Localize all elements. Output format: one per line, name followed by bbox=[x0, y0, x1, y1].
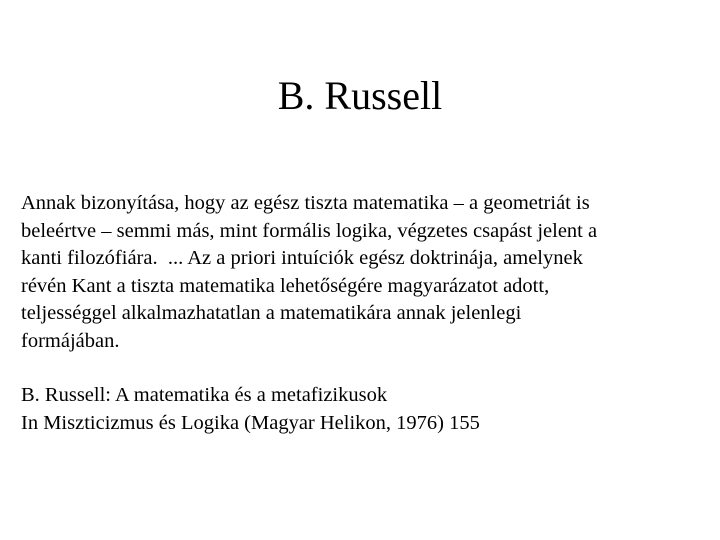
quote-line: Annak bizonyítása, hogy az egész tiszta matematika – a geometriát is bbox=[21, 192, 590, 214]
quote-line: kanti filozófiára. ... Az a priori intuíciók egész doktrinája, amelynek bbox=[21, 247, 583, 269]
citation-author-work: B. Russell: A matematika és a metafizikusok bbox=[21, 384, 388, 406]
quote-line: beleértve – semmi más, mint formális logika, végzetes csapást jelent a bbox=[21, 219, 598, 242]
quote-line: formájában. bbox=[21, 329, 120, 352]
citation-source: In Miszticizmus és Logika (Magyar Helikon, 1976) 155 bbox=[21, 411, 480, 434]
quote-line: teljességgel alkalmazhatatlan a matematikára annak jelenlegi bbox=[21, 302, 522, 324]
slide-title: B. Russell bbox=[277, 73, 443, 118]
slide-body bbox=[21, 190, 691, 437]
quote-line: révén Kant a tiszta matematika lehetőségére magyarázatot adott, bbox=[21, 274, 550, 297]
quote-paragraph bbox=[21, 190, 691, 355]
citation bbox=[21, 382, 691, 437]
